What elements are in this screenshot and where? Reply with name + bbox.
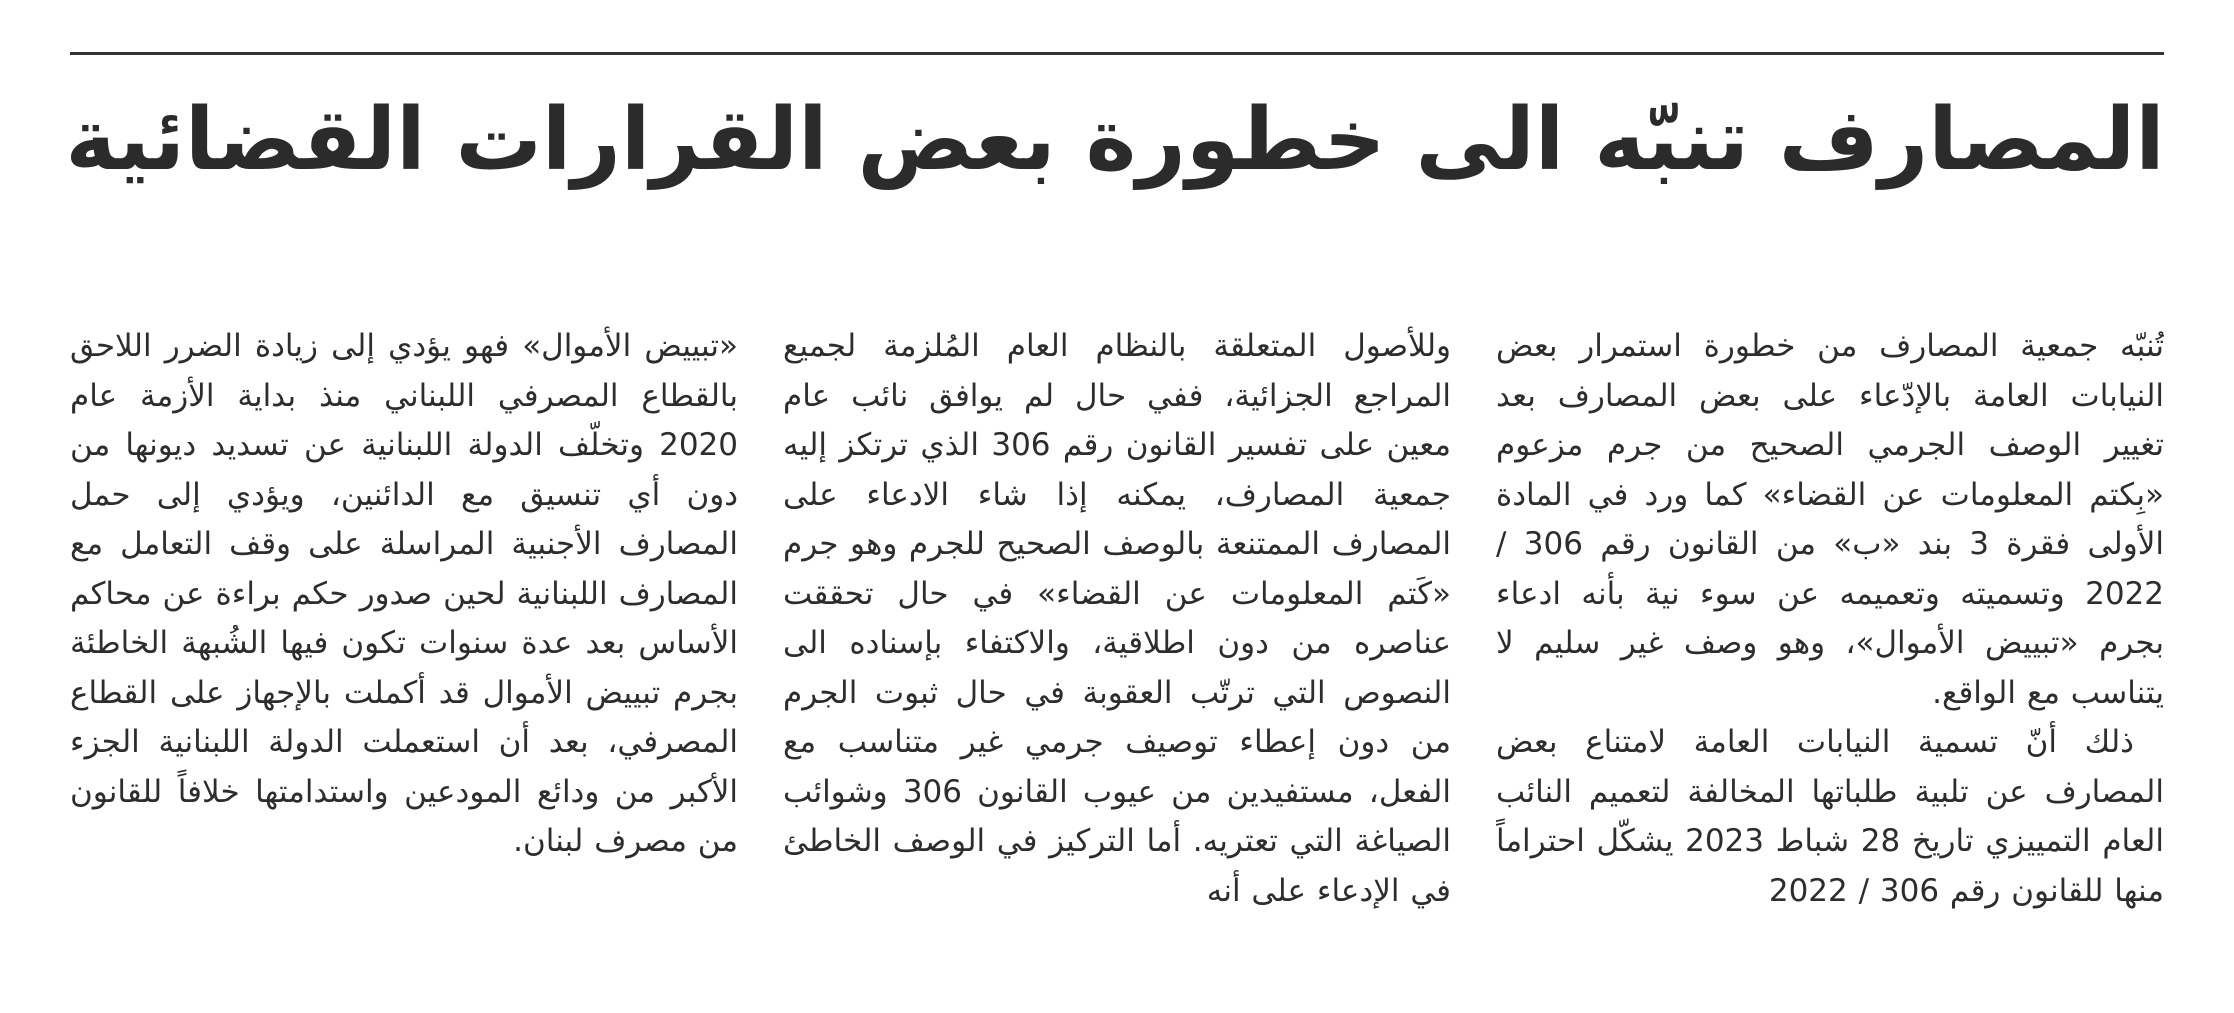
column-right-paragraph-2: ذلك أنّ تسمية النيابات العامة لامتناع بعض المصارف عن تلبية طلباتها المخالفة لتعميم النائب العام التمييزي تاريخ 28 شباط 2023 يشكّل احتراماً منها للقانون رقم 306 / 2022 xyxy=(1496,724,2164,909)
article-column-left xyxy=(70,322,738,962)
column-left-paragraph-1: «تبييض الأموال» فهو يؤدي إلى زيادة الضرر اللاحق بالقطاع المصرفي اللبناني منذ بداية الأزمة عام 2020 وتخلّف الدولة اللبنانية عن تسديد ديونها من دون أي تنسيق مع الدائنين، ويؤدي إلى حمل المصارف الأجنبية المراسلة على وقف التعامل مع المصارف اللبنانية لحين صدور حكم براءة عن محاكم الأساس بعد عدة سنوات تكون فيها الشُبهة الخاطئة بجرم تبييض الأموال قد أكملت بالإجهاز على القطاع المصرفي، بعد أن استعملت الدولة اللبنانية الجزء الأكبر من ودائع المودعين واستدامتها خلافاً للقانون من مصرف لبنان. xyxy=(70,328,738,859)
article-column-middle xyxy=(783,322,1451,962)
column-right-paragraph-1: تُنبّه جمعية المصارف من خطورة استمرار بعض النيابات العامة بالإدّعاء على بعض المصارف بعد تغيير الوصف الجرمي الصحيح من جرم مزعوم «بِكتم المعلومات عن القضاء» كما ورد في المادة الأولى فقرة 3 بند «ب» من القانون رقم 306 / 2022 وتسميته وتعميمه عن سوء نية بأنه ادعاء بجرم «تبييض الأموال»، وهو وصف غير سليم لا يتناسب مع الواقع. xyxy=(1496,328,2164,711)
article-column-right xyxy=(1496,322,2164,962)
article-headline: المصارف تنبّه الى خطورة بعض القرارات القضائية xyxy=(65,90,2165,190)
column-middle-paragraph-1: وللأصول المتعلقة بالنظام العام المُلزمة لجميع المراجع الجزائية، ففي حال لم يوافق نائب عام معين على تفسير القانون رقم 306 الذي ترتكز إليه جمعية المصارف، يمكنه إذا شاء الادعاء على المصارف الممتنعة بالوصف الصحيح للجرم وهو جرم «كَتم المعلومات عن القضاء» في حال تحققت عناصره من دون اطلاقية، والاكتفاء بإسناده الى النصوص التي ترتّب العقوبة في حال ثبوت الجرم من دون إعطاء توصيف جرمي غير متناسب مع الفعل، مستفيدين من عيوب القانون 306 وشوائب الصياغة التي تعتريه. أما التركيز في الوصف الخاطئ في الإدعاء على أنه xyxy=(783,328,1451,909)
top-divider-rule xyxy=(70,52,2164,55)
